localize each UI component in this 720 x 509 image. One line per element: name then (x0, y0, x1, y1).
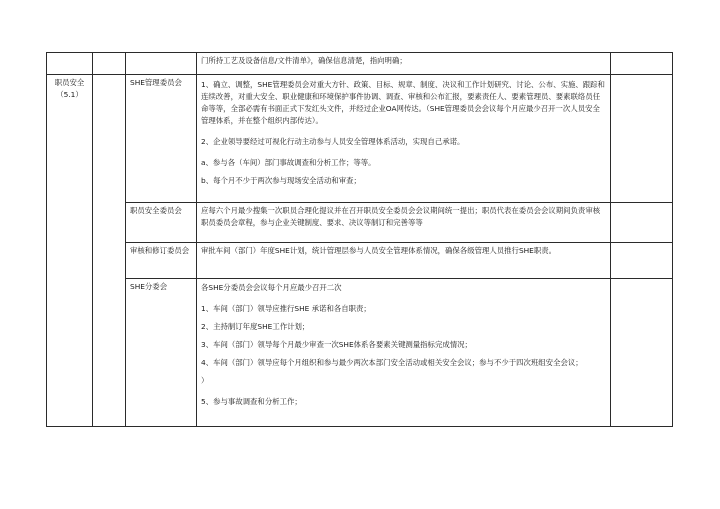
subcommittee-paren: ） (201, 376, 209, 385)
she-responsibility-table (46, 52, 673, 427)
committee-label: SHE管理委员会 (130, 78, 182, 87)
committee-duty: 应每六个月最少搜集一次职员合理化提议并在召开职员安全委员会会议期间统一提出；职员代表在委员会会议期间负责审核职员委员会章程，参与企业关键制度、要求、决议等制订和完善等等 (201, 206, 601, 227)
table-row (47, 75, 673, 203)
subcommittee-duty-4: 4、车间（部门）领导应每个月组织和参与最少两次本部门安全活动或相关安全会议；参与不少于四次班组安全会议； (201, 358, 583, 367)
table-cell (197, 203, 611, 243)
committee-label-cell (126, 279, 197, 427)
committee-label-cell (126, 203, 197, 243)
table-cell (611, 279, 673, 427)
table-cell (93, 75, 126, 427)
table-row (47, 279, 673, 427)
subcommittee-duty-2: 2、主持制订年度SHE工作计划； (201, 322, 310, 331)
section-label: 职员安全 (54, 78, 85, 87)
section-label-cell (47, 75, 93, 427)
committee-duty-2b: b、每个月不少于两次参与现场安全活动和审查； (201, 176, 361, 185)
table-row (47, 243, 673, 279)
table-cell (197, 53, 611, 75)
subcommittee-duty-1: 1、车间（部门）领导应推行SHE 承诺和各自职责； (201, 304, 371, 313)
table-row (47, 53, 673, 75)
committee-label: 职员安全委员会 (130, 206, 182, 215)
table-cell (126, 53, 197, 75)
table-cell (611, 53, 673, 75)
table-cell (611, 75, 673, 203)
table-cell (611, 203, 673, 243)
subcommittee-duty-3: 3、车间（部门）领导每个月最少审查一次SHE体系各要素关键测量指标完成情况； (201, 340, 472, 349)
committee-duty-1: 1、确立、调整，SHE管理委员会对重大方针、政策、目标、规章、制度、决议和工作计划研究、讨论、公布、实施、跟踪和连续改善，对重大安全、职业健康和环境保护事件协调、调查、审核和公布汇报，要素责任人、要素管理员、要素联络员任命等等，全部必需有书面正式下发红头文件，并经过企业OA网传达。（SHE管理委员会会议每个月应最少召开一次人员安全管理体系，并在整个组织内部传达）。 (201, 80, 605, 125)
committee-duty-2a: a、参与各（车间）部门事故调查和分析工作；等等。 (201, 158, 376, 167)
subcommittee-duty-5: 5、参与事故调查和分析工作； (201, 397, 302, 406)
continuation-text: 门所持工艺及设备信息/文件清单》，确保信息清楚，指向明确； (201, 56, 407, 65)
committee-duty-2: 2、企业领导要经过可视化行动主动参与人员安全管理体系活动，实现自己承诺。 (201, 137, 465, 146)
table-cell (47, 53, 93, 75)
committee-duty: 审批车间（部门）年度SHE计划，统计管理层参与人员安全管理体系情况，确保各级管理人员推行SHE职责。 (201, 246, 557, 255)
table-cell (611, 243, 673, 279)
subcommittee-intro: 各SHE分委员会会议每个月应最少召开二次 (201, 283, 342, 292)
committee-label: 审核和修订委员会 (130, 246, 190, 255)
table-cell (197, 75, 611, 203)
table-row (47, 203, 673, 243)
committee-label-cell (126, 75, 197, 203)
committee-label-cell (126, 243, 197, 279)
table-cell (197, 279, 611, 427)
committee-label: SHE分委会 (130, 282, 168, 291)
table-cell (197, 243, 611, 279)
table-cell (93, 53, 126, 75)
section-label-ref: （5.1） (56, 90, 83, 99)
